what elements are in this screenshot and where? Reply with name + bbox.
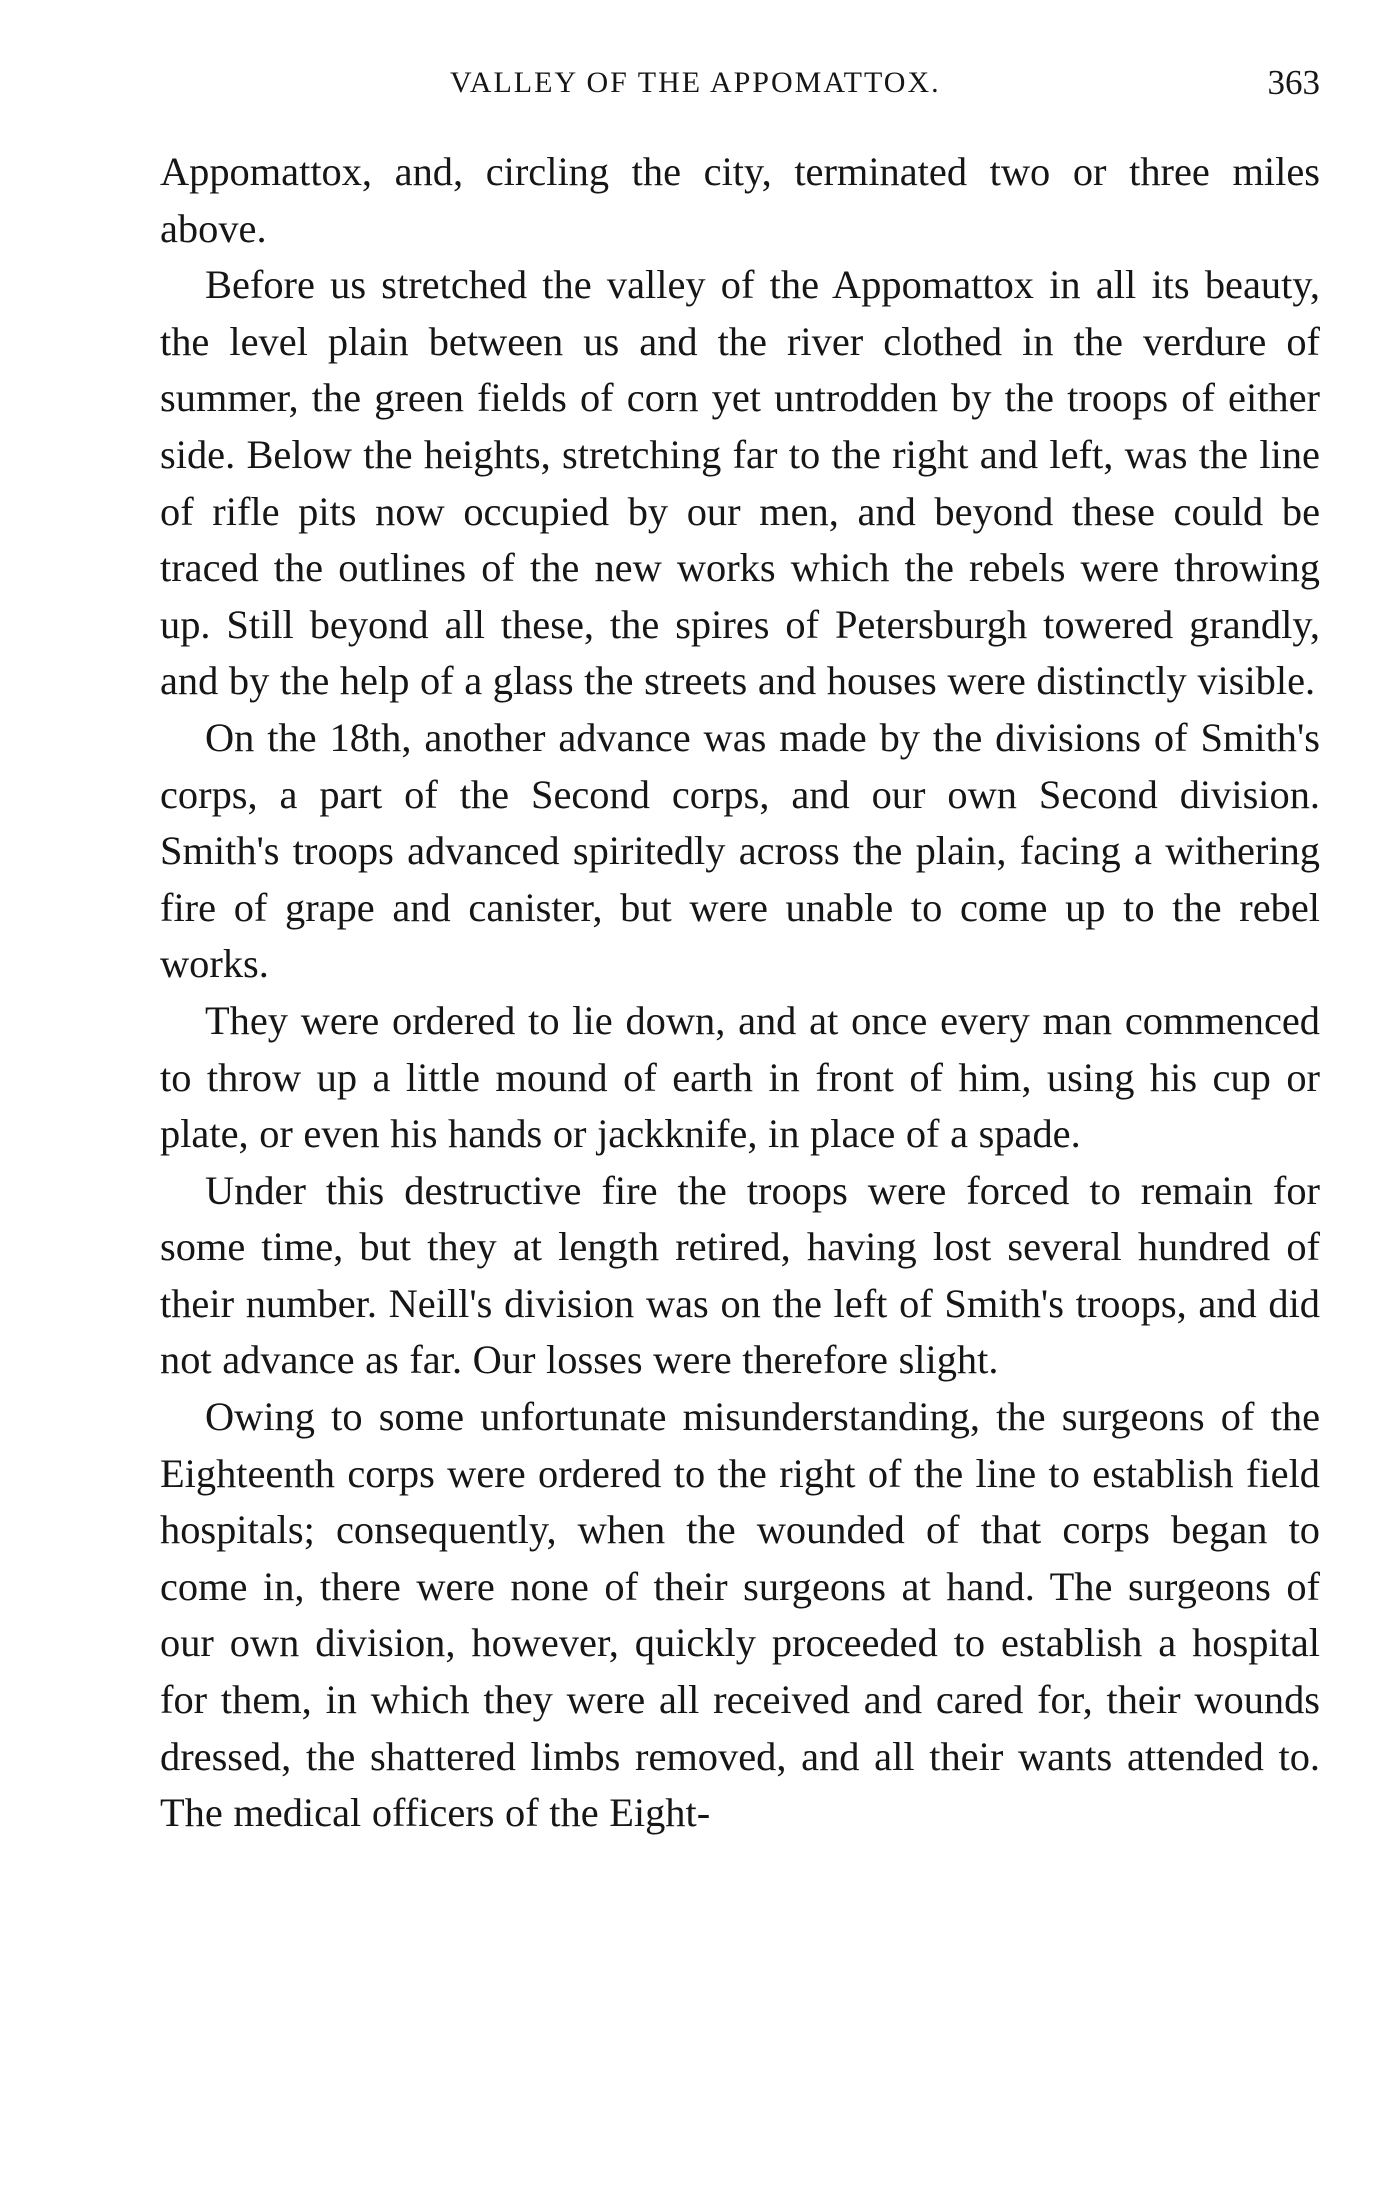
running-head (160, 58, 1320, 108)
paragraph-surgeons: Owing to some unfortunate misunderstanding, the surgeons of the Eighteenth corps were ordered to the right of the line to establish field hospitals; consequently, when the wounded of that corps began to come in, there were none of their surgeons at hand. The surgeons of our own division, however, quickly proceeded to establish a hospital for them, in which they were all received and cared for, their wounds dressed, the shattered limbs removed, and all their wants attended to. The medical officers of the Eight- (160, 1394, 1320, 1836)
running-title: VALLEY OF THE APPOMATTOX. (450, 66, 941, 99)
body-text (160, 144, 1320, 1842)
paragraph-valley-view: Before us stretched the valley of the Appomattox in all its beauty, the level plain between us and the river clothed in the verdure of summer, the green fields of corn yet untrodden by the troops of either side. Below the heights, stretching far to the right and left, was the line of rifle pits now occupied by our men, and beyond these could be traced the outlines of the new works which the rebels were throwing up. Still beyond all these, the spires of Petersburgh towered grandly, and by the help of a glass the streets and houses were distinctly visible. (160, 262, 1320, 704)
paragraph-lie-down: They were ordered to lie down, and at once every man commenced to throw up a little mound of earth in front of him, using his cup or plate, or even his hands or jackknife, in place of a spade. (160, 997, 1320, 1157)
paragraph-continuation: Appomattox, and, circling the city, terminated two or three miles above. (160, 149, 1320, 251)
page-number: 363 (1267, 63, 1320, 102)
paragraph-destructive-fire: Under this destructive fire the troops were forced to remain for some time, but they at length retired, having lost several hundred of their number. Neill's division was on the left of Smith's troops, and did not advance as far. Our losses were therefore slight. (160, 1167, 1320, 1383)
paragraph-advance-18th: On the 18th, another advance was made by the divisions of Smith's corps, a part of the Second corps, and our own Second division. Smith's troops advanced spiritedly across the plain, facing a withering fire of grape and canister, but were unable to come up to the rebel works. (160, 714, 1320, 987)
